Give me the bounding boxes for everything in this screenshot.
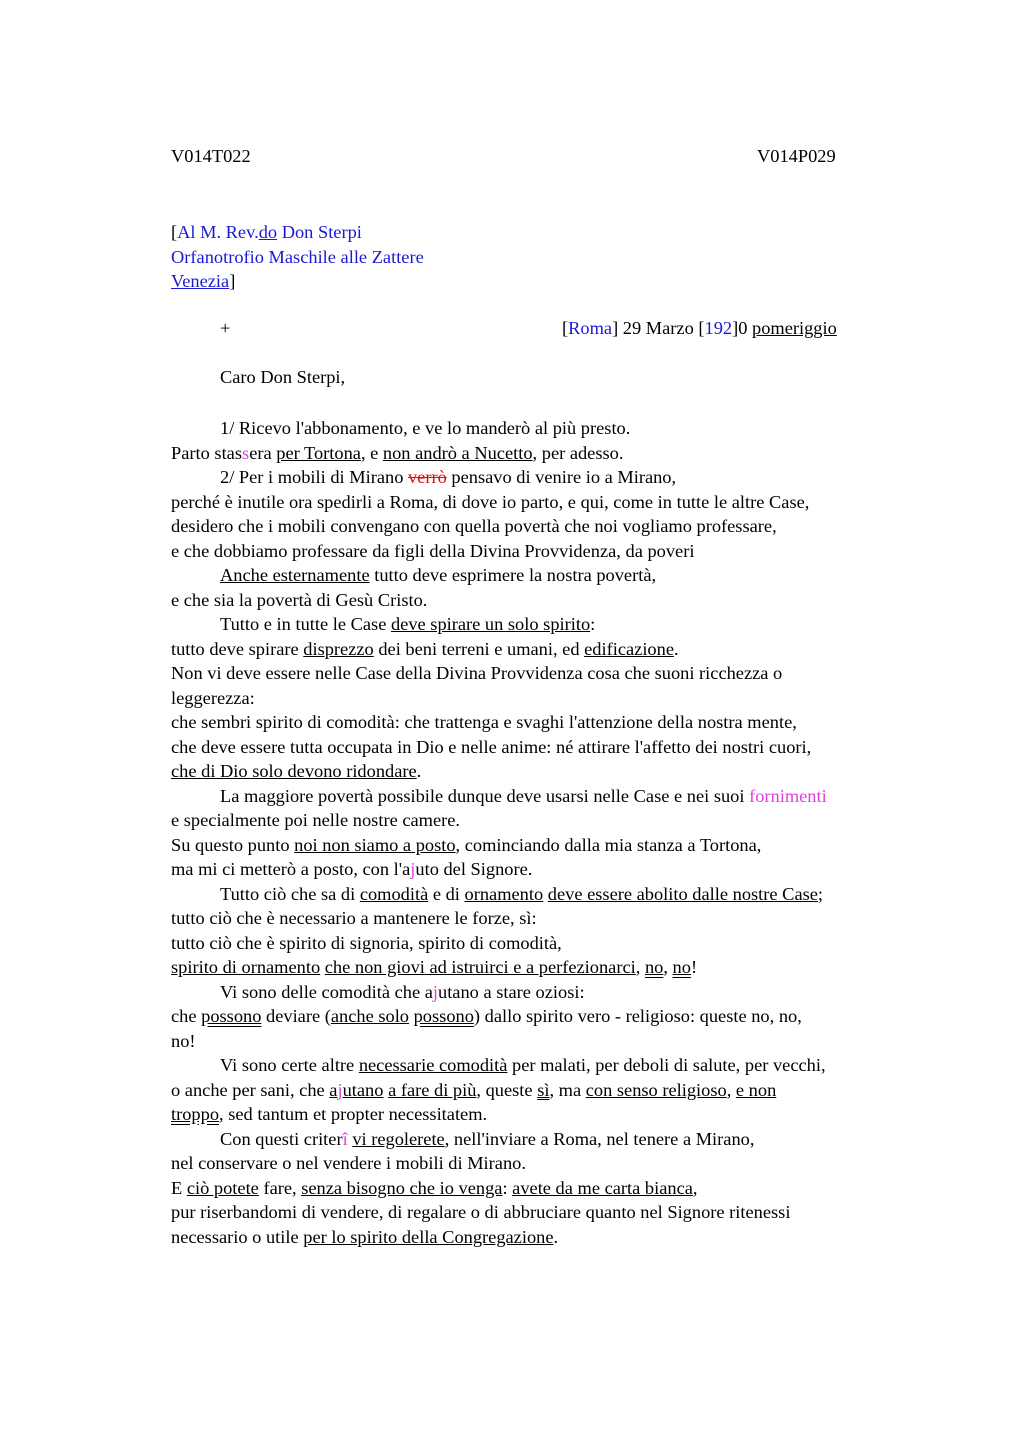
cross-symbol: + <box>220 318 231 338</box>
date-year-end: ]0 <box>732 318 753 338</box>
document-code-left: V014T022 <box>171 146 251 166</box>
body-line: E ciò potete fare, senza bisogno che io venga: avete da me carta bianca, <box>171 1177 698 1198</box>
body-line: Vi sono delle comodità che ajutano a stare oziosi: <box>220 981 585 1002</box>
body-line: Tutto ciò che sa di comodità e di ornamento deve essere abolito dalle nostre Case; <box>220 883 824 904</box>
body-line: Non vi deve essere nelle Case della Divina Provvidenza cosa che suoni ricchezza o <box>171 663 783 683</box>
date-year: 192 <box>704 318 733 338</box>
body-line: necessario o utile per lo spirito della Congregazione. <box>171 1226 559 1247</box>
body-line: La maggiore povertà possibile dunque deve usarsi nelle Case e nei suoi fornimenti <box>220 785 827 806</box>
body-line: che possono deviare (anche solo possono) dallo spirito vero - religioso: queste no, no, <box>171 1006 802 1026</box>
body-line: che di Dio solo devono ridondare. <box>171 761 422 781</box>
body-line: ma mi ci metterò a posto, con l'ajuto del Signore. <box>171 859 533 879</box>
address-name: Don Sterpi <box>277 222 362 242</box>
letter-body <box>171 416 911 1249</box>
greeting: Caro Don Sterpi, <box>220 367 346 387</box>
body-line: tutto deve spirare disprezzo dei beni terreni e umani, ed edificazione. <box>171 638 679 659</box>
address-line-3 <box>171 269 424 294</box>
body-line: e specialmente poi nelle nostre camere. <box>171 810 461 830</box>
date-day-month: ] 29 Marzo [ <box>612 318 705 338</box>
date-line <box>562 318 837 339</box>
address-block <box>171 220 424 294</box>
body-line: che sembri spirito di comodità: che trattenga e svaghi l'attenzione della nostra mente, <box>171 712 797 732</box>
body-line: Tutto e in tutte le Case deve spirare un solo spirito: <box>220 614 596 634</box>
body-line: perché è inutile ora spedirli a Roma, di dove io parto, e qui, come in tutte le altre Case, <box>171 491 810 512</box>
body-line: Anche esternamente tutto deve esprimere la nostra povertà, <box>220 565 657 585</box>
body-line: leggerezza: <box>171 687 255 708</box>
address-line-2: Orfanotrofio Maschile alle Zattere <box>171 246 424 267</box>
body-line: 2/ Per i mobili di Mirano verrò pensavo di venire io a Mirano, <box>220 467 677 487</box>
body-line: che deve essere tutta occupata in Dio e nelle anime: né attirare l'affetto dei nostri cuori, <box>171 736 812 757</box>
body-line: Con questi criterî vi regolerete, nell'inviare a Roma, nel tenere a Mirano, <box>220 1128 755 1149</box>
body-line: desidero che i mobili convengano con quella povertà che noi vogliamo professare, <box>171 516 777 536</box>
bracket: ] <box>229 271 236 292</box>
body-line: o anche per sani, che ajutano a fare di più, queste sì, ma con senso religioso, e non <box>171 1079 777 1100</box>
document-code-right: V014P029 <box>757 146 836 166</box>
body-line: Parto stassera per Tortona, e non andrò a Nucetto, per adesso. <box>171 442 624 463</box>
body-line: troppo, sed tantum et propter necessitatem. <box>171 1104 488 1124</box>
body-line: e che sia la povertà di Gesù Cristo. <box>171 589 428 610</box>
address-title-abbr: do <box>258 222 278 242</box>
date-time: pomeriggio <box>752 318 837 338</box>
body-line: Su questo punto noi non siamo a posto, cominciando dalla mia stanza a Tortona, <box>171 834 762 855</box>
body-line: pur riserbandomi di vendere, di regalare o di abbruciare quanto nel Signore ritenessi <box>171 1202 791 1222</box>
date-place: Roma <box>568 318 613 338</box>
body-line: e che dobbiamo professare da figli della Divina Provvidenza, da poveri <box>171 540 695 561</box>
bracket: [ <box>171 222 178 242</box>
bracket: [ <box>562 318 569 338</box>
body-line: spirito di ornamento che non giovi ad istruirci e a perfezionarci, no, no! <box>171 957 698 977</box>
struck-word: verrò <box>407 467 447 487</box>
address-title: Al M. Rev. <box>177 222 259 242</box>
address-city: Venezia <box>171 271 230 292</box>
body-line: 1/ Ricevo l'abbonamento, e ve lo manderò al più presto. <box>220 418 631 438</box>
address-line-1 <box>171 220 424 245</box>
body-line: Vi sono certe altre necessarie comodità per malati, per deboli di salute, per vecchi, <box>220 1055 826 1075</box>
body-line: tutto ciò che è spirito di signoria, spirito di comodità, <box>171 932 562 953</box>
body-line: nel conservare o nel vendere i mobili di Mirano. <box>171 1153 526 1173</box>
body-line: no! <box>171 1030 196 1051</box>
body-line: tutto ciò che è necessario a mantenere le forze, sì: <box>171 908 537 928</box>
